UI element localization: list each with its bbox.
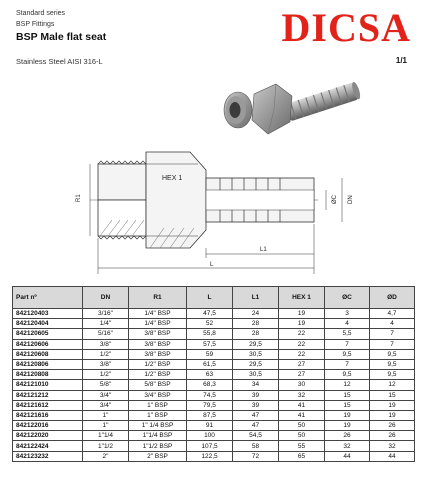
brand-logo: DICSA xyxy=(281,5,411,50)
table-cell: 32 xyxy=(370,441,415,451)
col-header-l: L xyxy=(187,287,233,309)
table-row xyxy=(13,400,415,410)
table-cell: 30 xyxy=(279,380,325,390)
fitting-photo xyxy=(210,76,370,148)
table-cell: 65 xyxy=(279,451,325,461)
table-cell: 100 xyxy=(187,431,233,441)
table-row xyxy=(13,370,415,380)
table-row xyxy=(13,441,415,451)
part-number-cell: 842120808 xyxy=(13,370,83,380)
series-label: Standard series xyxy=(16,10,66,17)
table-cell: 3/8" BSP xyxy=(129,339,187,349)
table-row xyxy=(13,319,415,329)
table-cell: 27 xyxy=(279,370,325,380)
part-number-cell: 842120605 xyxy=(13,329,83,339)
table-cell: 12 xyxy=(325,380,370,390)
table-cell: 1/2" xyxy=(83,370,129,380)
table-row xyxy=(13,349,415,359)
table-cell: 12 xyxy=(370,380,415,390)
col-header-part: Part nº xyxy=(13,287,83,309)
table-cell: 5/8" xyxy=(83,380,129,390)
table-cell: 1" BSP xyxy=(129,400,187,410)
table-cell: 3/8" xyxy=(83,359,129,369)
table-cell: 22 xyxy=(279,339,325,349)
table-cell: 3/4" xyxy=(83,400,129,410)
table-cell: 50 xyxy=(279,421,325,431)
table-cell: 2" xyxy=(83,451,129,461)
table-cell: 15 xyxy=(325,390,370,400)
table-cell: 55,8 xyxy=(187,329,233,339)
table-cell: 55 xyxy=(279,441,325,451)
table-cell: 79,5 xyxy=(187,400,233,410)
table-cell: 9,5 xyxy=(370,370,415,380)
table-cell: 1/2" xyxy=(83,349,129,359)
table-cell: 9,5 xyxy=(325,370,370,380)
table-cell: 50 xyxy=(279,431,325,441)
table-row xyxy=(13,329,415,339)
table-cell: 7 xyxy=(325,359,370,369)
part-number-cell: 842123232 xyxy=(13,451,83,461)
part-number-cell: 842120608 xyxy=(13,349,83,359)
part-number-cell: 842121010 xyxy=(13,380,83,390)
spec-table xyxy=(12,286,415,462)
table-cell: 63 xyxy=(187,370,233,380)
table-cell: 1/4" BSP xyxy=(129,319,187,329)
table-cell: 1"1/2 xyxy=(83,441,129,451)
table-cell: 3/4" xyxy=(83,390,129,400)
table-cell: 19 xyxy=(279,309,325,319)
material-label: Stainless Steel AISI 316-L xyxy=(16,57,103,66)
table-cell: 28 xyxy=(233,329,279,339)
table-row xyxy=(13,390,415,400)
table-cell: 3/4" BSP xyxy=(129,390,187,400)
dn-label: DN xyxy=(348,195,354,204)
table-cell: 39 xyxy=(233,390,279,400)
table-cell: 2" BSP xyxy=(129,451,187,461)
part-number-cell: 842120806 xyxy=(13,359,83,369)
table-row xyxy=(13,380,415,390)
hex-label: HEX 1 xyxy=(162,175,183,182)
part-number-cell: 842120404 xyxy=(13,319,83,329)
table-cell: 3/16" xyxy=(83,309,129,319)
table-cell: 72 xyxy=(233,451,279,461)
table-cell: 3/8" BSP xyxy=(129,329,187,339)
table-cell: 3 xyxy=(325,309,370,319)
table-cell: 1/4" xyxy=(83,319,129,329)
table-cell: 1"1/2 BSP xyxy=(129,441,187,451)
table-cell: 4 xyxy=(370,319,415,329)
table-cell: 4 xyxy=(325,319,370,329)
part-number-cell: 842121612 xyxy=(13,400,83,410)
part-number-cell: 842121212 xyxy=(13,390,83,400)
table-cell: 24 xyxy=(233,309,279,319)
c-label: ØC xyxy=(332,195,338,204)
table-cell: 29,5 xyxy=(233,359,279,369)
table-cell: 54,5 xyxy=(233,431,279,441)
table-cell: 44 xyxy=(325,451,370,461)
table-row xyxy=(13,451,415,461)
table-cell: 87,5 xyxy=(187,410,233,420)
table-cell: 4,7 xyxy=(370,309,415,319)
table-cell: 1" xyxy=(83,421,129,431)
table-cell: 7 xyxy=(370,329,415,339)
table-cell: 7 xyxy=(370,339,415,349)
page-number: 1/1 xyxy=(395,56,407,65)
table-cell: 30,5 xyxy=(233,370,279,380)
table-row xyxy=(13,309,415,319)
table-cell: 1" BSP xyxy=(129,410,187,420)
table-cell: 52 xyxy=(187,319,233,329)
col-header-dn: DN xyxy=(83,287,129,309)
table-cell: 1" xyxy=(83,410,129,420)
table-cell: 5/8" BSP xyxy=(129,380,187,390)
table-cell: 47 xyxy=(233,421,279,431)
part-number-cell: 842122424 xyxy=(13,441,83,451)
table-cell: 19 xyxy=(370,400,415,410)
col-header-r1: R1 xyxy=(129,287,187,309)
table-cell: 22 xyxy=(279,349,325,359)
table-cell: 44 xyxy=(370,451,415,461)
part-number-cell: 842120606 xyxy=(13,339,83,349)
l-label: L xyxy=(210,262,214,268)
table-cell: 19 xyxy=(370,410,415,420)
category-label: BSP Fittings xyxy=(16,21,55,28)
table-header-row xyxy=(13,287,415,309)
table-cell: 26 xyxy=(370,431,415,441)
table-cell: 41 xyxy=(279,410,325,420)
table-cell: 28 xyxy=(233,319,279,329)
table-cell: 9,5 xyxy=(370,359,415,369)
table-row xyxy=(13,431,415,441)
table-cell: 15 xyxy=(370,390,415,400)
table-row xyxy=(13,410,415,420)
table-cell: 3/8" BSP xyxy=(129,349,187,359)
table-cell: 47,5 xyxy=(187,309,233,319)
table-cell: 39 xyxy=(233,400,279,410)
table-cell: 26 xyxy=(370,421,415,431)
table-cell: 1" 1/4 BSP xyxy=(129,421,187,431)
table-row xyxy=(13,421,415,431)
technical-drawing xyxy=(50,140,390,280)
table-row xyxy=(13,359,415,369)
table-cell: 68,3 xyxy=(187,380,233,390)
table-cell: 57,5 xyxy=(187,339,233,349)
table-cell: 91 xyxy=(187,421,233,431)
table-cell: 34 xyxy=(233,380,279,390)
table-cell: 19 xyxy=(325,421,370,431)
part-number-cell: 842120403 xyxy=(13,309,83,319)
table-cell: 1/4" BSP xyxy=(129,309,187,319)
table-cell: 122,5 xyxy=(187,451,233,461)
table-cell: 30,5 xyxy=(233,349,279,359)
l1-label: L1 xyxy=(260,247,267,253)
table-cell: 3/8" xyxy=(83,339,129,349)
table-cell: 41 xyxy=(279,400,325,410)
table-cell: 9,5 xyxy=(325,349,370,359)
table-cell: 5,5 xyxy=(325,329,370,339)
table-cell: 5/16" xyxy=(83,329,129,339)
table-cell: 15 xyxy=(325,400,370,410)
table-cell: 1"1/4 BSP xyxy=(129,431,187,441)
table-cell: 47 xyxy=(233,410,279,420)
table-cell: 1/2" BSP xyxy=(129,359,187,369)
table-cell: 74,5 xyxy=(187,390,233,400)
table-cell: 58 xyxy=(233,441,279,451)
table-cell: 1/2" BSP xyxy=(129,370,187,380)
table-cell: 32 xyxy=(279,390,325,400)
table-cell: 29,5 xyxy=(233,339,279,349)
part-number-cell: 842122016 xyxy=(13,421,83,431)
table-cell: 27 xyxy=(279,359,325,369)
page-title: BSP Male flat seat xyxy=(16,31,107,43)
part-number-cell: 842121616 xyxy=(13,410,83,420)
table-cell: 1"1/4 xyxy=(83,431,129,441)
col-header-d: ØD xyxy=(370,287,415,309)
table-cell: 19 xyxy=(325,410,370,420)
table-cell: 9,5 xyxy=(370,349,415,359)
table-cell: 107,5 xyxy=(187,441,233,451)
table-cell: 7 xyxy=(325,339,370,349)
part-number-cell: 842122020 xyxy=(13,431,83,441)
col-header-c: ØC xyxy=(325,287,370,309)
table-cell: 19 xyxy=(279,319,325,329)
table-cell: 61,5 xyxy=(187,359,233,369)
col-header-hex: HEX 1 xyxy=(279,287,325,309)
table-cell: 22 xyxy=(279,329,325,339)
table-cell: 59 xyxy=(187,349,233,359)
table-cell: 32 xyxy=(325,441,370,451)
table-row xyxy=(13,339,415,349)
r1-label: R1 xyxy=(76,194,82,202)
table-cell: 26 xyxy=(325,431,370,441)
col-header-l1: L1 xyxy=(233,287,279,309)
